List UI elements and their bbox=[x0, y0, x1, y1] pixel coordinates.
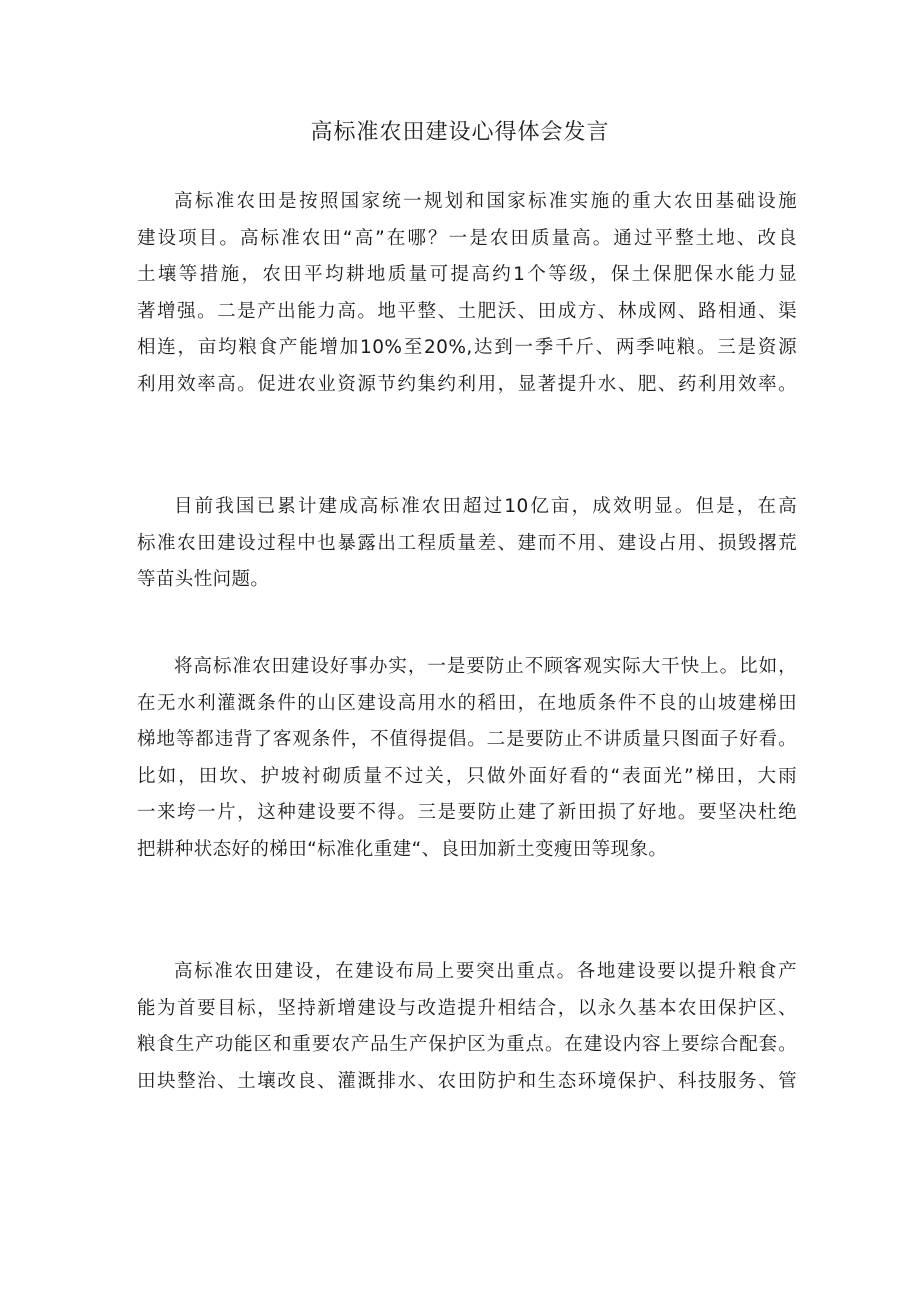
paragraph-line: 在无水利灌溉条件的山区建设高用水的稻田，在地质条件不良的山坡建梯田 bbox=[137, 692, 797, 714]
paragraph-line: 比如，田坎、护坡衬砌质量不过关，只做外面好看的“表面光”梯田，大雨 bbox=[137, 765, 797, 787]
paragraph-line: 土壤等措施，农田平均耕地质量可提高约1个等级，保土保肥保水能力显 bbox=[137, 264, 797, 285]
paragraph-line: 把耕种状态好的梯田“标准化重建“、良田加新土变瘦田等现象。 bbox=[137, 838, 668, 860]
paragraph-line: 高标准农田是按照国家统一规划和国家标准实施的重大农田基础设施 bbox=[174, 191, 797, 212]
paragraph-line: 目前我国已累计建成高标准农田超过10亿亩，成效明显。但是，在高 bbox=[174, 496, 797, 517]
paragraph-2 bbox=[137, 489, 797, 599]
paragraph-line: 标准农田建设过程中也暴露出工程质量差、建而不用、建设占用、损毁撂荒 bbox=[137, 532, 797, 554]
paragraph-line: 粮食生产功能区和重要农产品生产保护区为重点。在建设内容上要综合配套。 bbox=[137, 1034, 797, 1055]
paragraph-line: 一来垮一片，这种建设要不得。三是要防止建了新田损了好地。要坚决杜绝 bbox=[137, 802, 797, 823]
paragraph-line: 将高标准农田建设好事办实，一是要防止不顾客观实际大干快上。比如， bbox=[174, 656, 797, 677]
paragraph-line: 著增强。二是产出能力高。地平整、土肥沃、田成方、林成网、路相通、渠 bbox=[137, 300, 797, 322]
paragraph-line: 建设项目。高标准农田“高”在哪？一是农田质量高。通过平整土地、改良 bbox=[137, 227, 797, 249]
page-title: 高标准农田建设心得体会发言 bbox=[310, 120, 610, 145]
paragraph-line: 梯地等都违背了客观条件，不值得提倡。二是要防止不讲质量只图面子好看。 bbox=[137, 729, 797, 750]
paragraph-line: 能为首要目标，坚持新增建设与改造提升相结合，以永久基本农田保护区、 bbox=[137, 997, 797, 1019]
paragraph-4 bbox=[137, 954, 797, 1100]
paragraph-line: 高标准农田建设，在建设布局上要突出重点。各地建设要以提升粮食产 bbox=[174, 961, 797, 982]
paragraph-line: 相连，亩均粮食产能增加10%至20%,达到一季千斤、两季吨粮。三是资源 bbox=[137, 337, 797, 358]
paragraph-line: 利用效率高。促进农业资源节约集约利用，显著提升水、肥、药利用效率。 bbox=[137, 373, 797, 395]
paragraph-1 bbox=[137, 184, 797, 403]
paragraph-line: 田块整治、土壤改良、灌溉排水、农田防护和生态环境保护、科技服务、管 bbox=[137, 1070, 797, 1092]
paragraph-line: 等苗头性问题。 bbox=[137, 569, 270, 590]
paragraph-3 bbox=[137, 649, 797, 868]
